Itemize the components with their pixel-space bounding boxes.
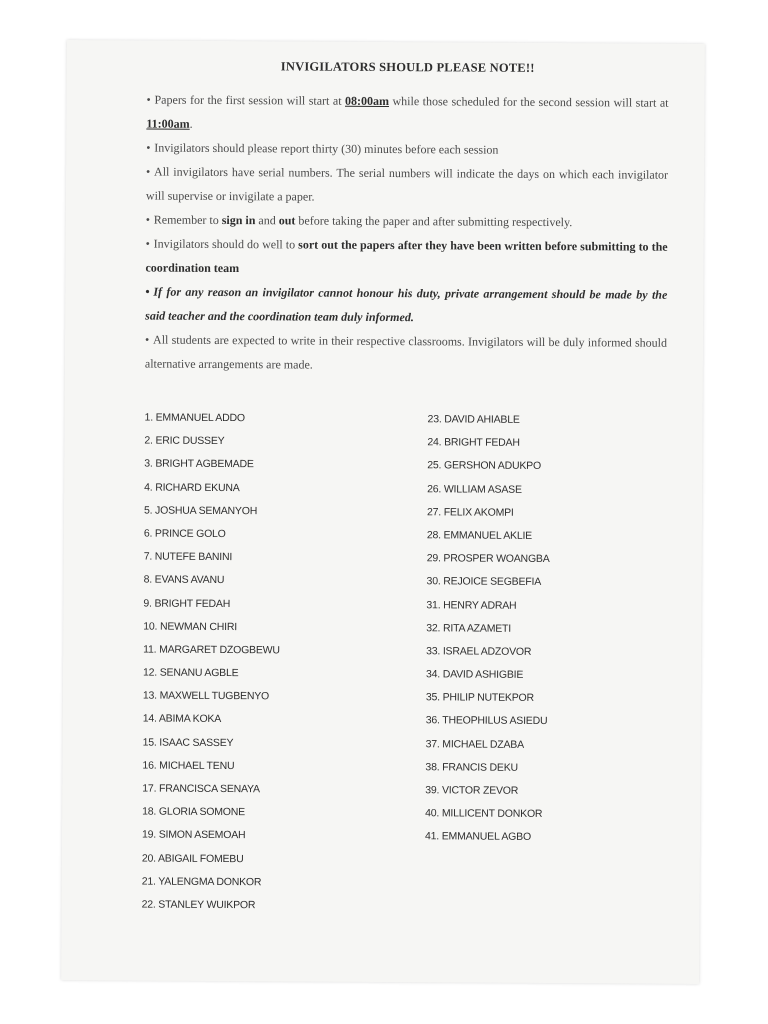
invigilator-list-item: 31. HENRY ADRAH (426, 598, 517, 612)
sign-in-text: sign in (221, 213, 256, 228)
invigilator-list-item: 32. RITA AZAMETI (426, 621, 512, 635)
invigilator-list-item: 8. EVANS AVANU (143, 573, 225, 587)
invigilator-list-item: 20. ABIGAIL FOMEBU (141, 852, 244, 865)
bullet: • (145, 284, 150, 299)
invigilator-list-item: 3. BRIGHT AGBEMADE (144, 457, 254, 471)
note-text: while those scheduled for the second session will start at (388, 94, 669, 110)
invigilator-list-item: 21. YALENGMA DONKOR (141, 875, 262, 889)
first-session-time: 08:00am (344, 93, 390, 109)
notice-title: INVIGILATORS SHOULD PLEASE NOTE!! (280, 59, 535, 75)
invigilator-list-item: 1. EMMANUEL ADDO (144, 411, 245, 425)
invigilator-list-item: 25. GERSHON ADUKPO (427, 459, 542, 473)
invigilator-list-item: 4. RICHARD EKUNA (144, 481, 240, 494)
note-text: Remember to (153, 212, 222, 228)
invigilator-list-item: 9. BRIGHT FEDAH (143, 597, 231, 610)
invigilator-list-item: 5. JOSHUA SEMANYOH (143, 504, 258, 517)
notes-block (145, 88, 669, 379)
note-private-arrangement (145, 280, 667, 331)
invigilator-list-item: 10. NEWMAN CHIRI (143, 620, 237, 633)
note-text: . (189, 116, 193, 131)
bullet: • (146, 164, 151, 179)
invigilator-list-item: 22. STANLEY WUIKPOR (141, 898, 256, 912)
bullet: • (146, 140, 151, 155)
invigilator-list-item: 16. MICHAEL TENU (142, 759, 235, 772)
notice-content (141, 59, 669, 912)
invigilator-list-item: 34. DAVID ASHIGBIE (425, 668, 524, 681)
note-serial-numbers (146, 160, 668, 211)
invigilator-list-item: 27. FELIX AKOMPI (426, 506, 514, 519)
invigilator-list-item: 13. MAXWELL TUGBENYO (142, 689, 270, 703)
invigilator-list-item: 12. SENANU AGBLE (142, 666, 239, 680)
invigilator-column-left (142, 407, 282, 918)
invigilator-list-item: 26. WILLIAM ASASE (427, 482, 522, 496)
bullet: • (146, 92, 151, 107)
invigilator-list-item: 24. BRIGHT FEDAH (427, 436, 520, 450)
note-text: Papers for the first session will start at (154, 92, 346, 108)
note-classrooms (145, 328, 667, 379)
out-text: out (278, 213, 296, 228)
invigilator-list-item: 6. PRINCE GOLO (143, 527, 226, 540)
invigilator-list (141, 407, 667, 912)
note-text: All students are expected to write in their respective classrooms. Invigilators will be duly informed should alternative arrangements are made. (144, 332, 668, 372)
note-text: Invigilators should do well to (153, 236, 299, 252)
invigilator-list-item: 35. PHILIP NUTEKPOR (425, 691, 534, 705)
note-text: and (255, 213, 279, 228)
second-session-time: 11:00am (146, 116, 190, 131)
note-report-time (146, 136, 668, 163)
invigilator-list-item: 30. REJOICE SEGBEFIA (426, 575, 542, 589)
bullet: • (145, 212, 151, 227)
invigilator-list-item: 18. GLORIA SOMONE (142, 805, 246, 819)
invigilator-list-item: 15. ISAAC SASSEY (142, 736, 234, 749)
invigilator-list-item: 7. NUTEFE BANINI (143, 550, 233, 564)
note-sort-papers (145, 232, 667, 283)
bullet: • (145, 236, 150, 251)
invigilator-list-item: 37. MICHAEL DZABA (425, 737, 524, 751)
note-text: before taking the paper and after submitting respectively. (295, 213, 573, 230)
invigilator-list-item: 39. VICTOR ZEVOR (425, 784, 519, 797)
invigilator-list-item: 19. SIMON ASEMOAH (141, 828, 246, 842)
note-text: Invigilators should please report thirty (30) minutes before each session (154, 140, 499, 157)
paper-sheet (61, 40, 705, 984)
invigilator-list-item: 17. FRANCISCA SENAYA (142, 782, 260, 796)
invigilator-list-item: 41. EMMANUEL AGBO (424, 830, 531, 844)
sort-papers-text: sort out the papers after they have been written before submitting to the coordination team (145, 237, 668, 276)
invigilator-list-item: 36. THEOPHILUS ASIEDU (425, 714, 548, 728)
invigilator-list-item: 28. EMMANUEL AKLIE (426, 529, 533, 542)
note-text: If for any reason an invigilator cannot honour his duty, private arrangement should be made by the said teacher and the coordination team duly informed. (145, 284, 668, 325)
bullet: • (145, 332, 150, 347)
note-text: All invigilators have serial numbers. The serial numbers will indicate the days on which each invigilator will supervise or invigilate a paper. (145, 164, 669, 204)
invigilator-list-item: 40. MILLICENT DONKOR (425, 807, 543, 821)
note-sign-in-out (146, 208, 668, 235)
note-session-times (146, 88, 668, 139)
invigilator-list-item: 2. ERIC DUSSEY (144, 434, 225, 448)
invigilator-list-item: 33. ISRAEL ADZOVOR (426, 645, 532, 658)
invigilator-list-item: 38. FRANCIS DEKU (425, 761, 518, 774)
invigilator-column-right (425, 408, 551, 849)
invigilator-list-item: 29. PROSPER WOANGBA (426, 552, 550, 566)
invigilator-list-item: 23. DAVID AHIABLE (427, 413, 520, 426)
invigilator-list-item: 11. MARGARET DZOGBEWU (143, 643, 280, 657)
invigilator-list-item: 14. ABIMA KOKA (142, 712, 222, 726)
